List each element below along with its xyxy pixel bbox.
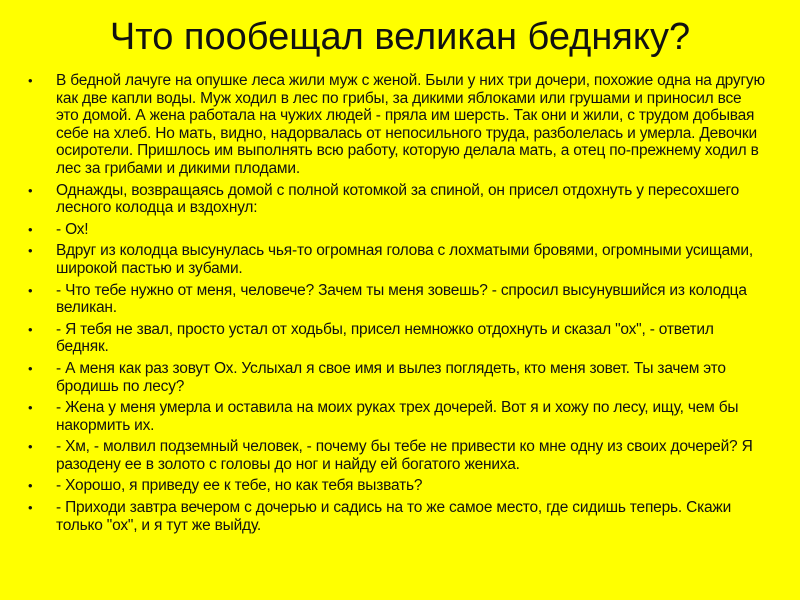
bullet-item xyxy=(28,399,768,434)
bullet-icon: • xyxy=(28,243,33,259)
bullet-icon: • xyxy=(28,182,33,198)
bullet-text: - Жена у меня умерла и оставила на моих руках трех дочерей. Вот я и хожу по лесу, ищу, чем бы накормить их. xyxy=(56,399,739,434)
bullet-text: - Хм, - молвил подземный человек, - почему бы тебе не привести ко мне одну из своих дочерей? Я разодену ее в золото с головы до ног и найду ей богатого жениха. xyxy=(56,438,753,473)
bullet-icon: • xyxy=(28,321,33,337)
bullet-icon: • xyxy=(28,400,33,416)
bullet-text: Однажды, возвращаясь домой с полной котомкой за спиной, он присел отдохнуть у пересохшего лесного колодца и вздохнул: xyxy=(56,181,740,217)
bullet-item xyxy=(28,499,768,534)
bullet-icon: • xyxy=(28,478,33,494)
bullet-item xyxy=(28,438,768,473)
bullet-text: - Ох! xyxy=(56,220,89,238)
bullet-item xyxy=(28,282,768,317)
bullet-text: - А меня как раз зовут Ох. Услыхал я свое имя и вылез поглядеть, кто меня зовет. Ты зачем это бродишь по лесу? xyxy=(56,359,726,395)
story-bullet-list xyxy=(28,72,768,538)
bullet-text: - Приходи завтра вечером с дочерью и садись на то же самое место, где сидишь теперь. Скажи только "ох", и я тут же выйду. xyxy=(56,499,732,534)
bullet-icon: • xyxy=(28,73,33,88)
bullet-item xyxy=(28,182,768,217)
bullet-text: В бедной лачуге на опушке леса жили муж с женой. Были у них три дочери, похожие одна на другую как две капли воды. Муж ходил в лес по грибы, за дикими яблоками или грушами и приносил все это домой. А жена работала на чужих людей - пряла им шерсть. Так они и жили, с трудом добывая себе на хлеб. Но мать, видно, надорвалась от непосильного труда, разболелась и умерла. Девочки осиротели. Пришлось им выполнять всю работу, которую делала мать, а отец по-прежнему ходил в лес за грибами и дикими плодами. xyxy=(56,72,765,177)
bullet-text: - Хорошо, я приведу ее к тебе, но как тебя вызвать? xyxy=(56,477,423,495)
bullet-text: - Я тебя не звал, просто устал от ходьбы, присел немножко отдохнуть и сказал "ох", - ответил бедняк. xyxy=(56,320,714,356)
bullet-icon: • xyxy=(28,282,33,298)
bullet-item xyxy=(28,321,768,356)
bullet-item xyxy=(28,242,768,277)
bullet-icon: • xyxy=(28,500,33,516)
bullet-item xyxy=(28,221,768,239)
bullet-text: Вдруг из колодца высунулась чья-то огромная голова с лохматыми бровями, огромными усищами, широкой пастью и зубами. xyxy=(56,242,753,277)
slide-title: Что пообещал великан бедняку? xyxy=(109,16,691,58)
bullet-text: - Что тебе нужно от меня, человече? Зачем ты меня зовешь? - спросил высунувшийся из колодца великан. xyxy=(56,281,747,317)
bullet-icon: • xyxy=(28,439,33,455)
bullet-item xyxy=(28,72,768,178)
bullet-icon: • xyxy=(28,221,33,237)
bullet-item xyxy=(28,360,768,395)
bullet-icon: • xyxy=(28,360,33,376)
bullet-item xyxy=(28,477,768,495)
